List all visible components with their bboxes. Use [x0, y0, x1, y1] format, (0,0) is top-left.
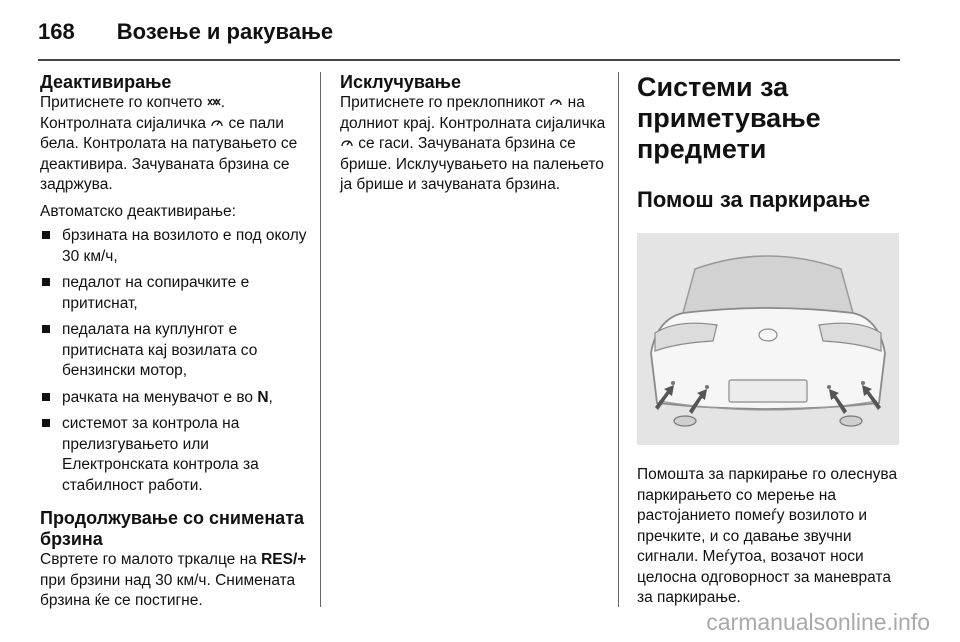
off-heading: Исклучување [340, 72, 462, 92]
watermark: carmanualsonline.info [706, 609, 930, 635]
bullet-icon [42, 278, 50, 286]
list-item: педалот на сопирачките е притиснат, [40, 273, 308, 314]
deactivation-text-2: Контролната сијаличка се пали бела. Контролата на патувањето се деактивира. Зачуваната брзина се задржува. [40, 114, 298, 193]
column-2 [340, 72, 608, 196]
cruise-control-icon [549, 96, 563, 108]
res-label: RES/+ [261, 551, 307, 568]
deactivation-heading: Деактивирање [40, 72, 172, 92]
deactivation-text-1: Притиснете го копчето . [40, 94, 225, 111]
header-rule [38, 59, 900, 61]
bullet-icon [42, 231, 50, 239]
car-rear-parking-sensors-icon [637, 233, 899, 445]
column-divider [320, 72, 321, 607]
cruise-control-lamp-icon [210, 117, 224, 129]
list-item: рачката на менувачот е во N, [40, 388, 308, 409]
cruise-cancel-icon [207, 96, 221, 108]
cruise-control-lamp-icon [340, 137, 354, 149]
column-3 [637, 72, 905, 609]
list-item: брзината на возилото е под околу 30 км/ч, [40, 226, 308, 267]
page-number: 168 [38, 19, 75, 44]
resume-heading: Продолжување со снимената брзина [40, 508, 305, 549]
list-item: педалата на куплунгот е притисната кај возилата со бензински мотор, [40, 320, 308, 382]
chapter-title: Возење и ракување [116, 19, 334, 44]
gear-letter: N [257, 388, 269, 406]
bullet-icon [42, 325, 50, 333]
section-title: Системи за приметување предмети [637, 72, 821, 164]
parking-assist-description: Помошта за паркирање го олеснува паркирањето со мерење на растојанието помеѓу возилото и пречките, и со давање звучни сигнали. Меѓутоа, возачот носи целосна одговорност за маневрата за паркирање. [637, 466, 898, 606]
column-divider [618, 72, 619, 607]
off-text: Притиснете го преклопникот на долниот крај. Контролната сијаличка се гаси. Зачуваната брзина се брише. Исклучувањето на палењето ја брише и зачуваната брзина. [340, 94, 606, 193]
list-item: системот за контрола на прелизгувањето или Електронската контрола за стабилност работи. [40, 414, 308, 496]
auto-deactivation-intro: Автоматско деактивирање: [40, 202, 236, 220]
subsection-title: Помош за паркирање [637, 187, 871, 212]
resume-text: Свртете го малото тркалце на RES/+ при брзини над 30 км/ч. Снимената брзина ќе се постигне. [40, 551, 307, 609]
bullet-icon [42, 393, 50, 401]
auto-deactivation-list [40, 226, 308, 496]
bullet-icon [42, 419, 50, 427]
page-header [38, 14, 333, 50]
column-1 [40, 72, 308, 612]
car-rear-illustration [637, 233, 899, 445]
